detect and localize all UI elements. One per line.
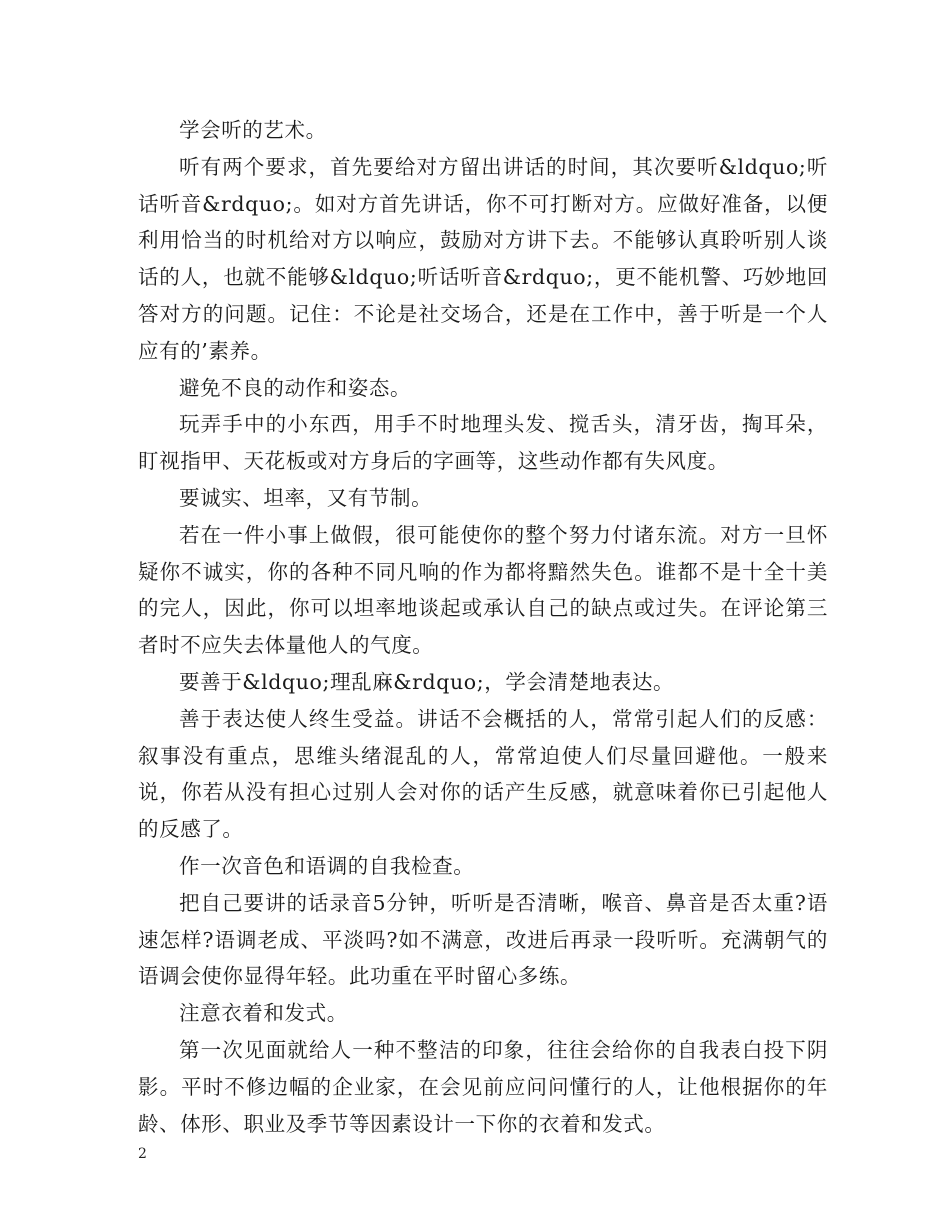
- paragraph-honesty-body: 若在一件小事上做假，很可能使你的整个努力付诸东流。对方一旦怀疑你不诚实，你的各种不同凡响的作为都将黯然失色。谁都不是十全十美的完人，因此，你可以坦率地谈起或承认自己的缺点或过失。在评论第三者时不应失去体量他人的气度。: [138, 522, 828, 658]
- paragraph-posture-body: 玩弄手中的小东西，用手不时地理头发、搅舌头，清牙齿，掏耳朵，盯视指甲、天花板或对方身后的字画等，这些动作都有失风度。: [138, 412, 828, 474]
- paragraph-attire-body: 第一次见面就给人一种不整洁的印象，往往会给你的自我表白投下阴影。平时不修边幅的企业家，在会见前应问问懂行的人，让他根据你的年龄、体形、职业及季节等因素设计一下你的衣着和发式。: [138, 1037, 828, 1136]
- paragraph-heading-attire: 注意衣着和发式。: [179, 1001, 348, 1026]
- paragraph-heading-honesty: 要诚实、坦率，又有节制。: [179, 485, 433, 510]
- paragraph-heading-voice: 作一次音色和语调的自我检查。: [179, 853, 475, 878]
- paragraph-heading-posture: 避免不良的动作和姿态。: [179, 375, 412, 400]
- paragraph-heading-listening: 学会听的艺术。: [179, 118, 327, 142]
- paragraph-expression-body: 善于表达使人终生受益。讲话不会概括的人，常常引起人们的反感：叙事没有重点，思维头绪混乱的人，常常迫使人们尽量回避他。一般来说，你若从没有担心过别人会对你的话产生反感，就意味着你已引起他人的反感了。: [138, 706, 828, 842]
- page-number: 2: [138, 1146, 147, 1162]
- paragraph-heading-expression: 要善于&ldquo;理乱麻&rdquo;，学会清楚地表达。: [179, 669, 675, 694]
- paragraph-voice-body: 把自己要讲的话录音5分钟，听听是否清晰，喉音、鼻音是否太重?语速怎样?语调老成、平淡吗?如不满意，改进后再录一段听听。充满朝气的语调会使你显得年轻。此功重在平时留心多练。: [138, 890, 828, 989]
- paragraph-listening-body: 听有两个要求，首先要给对方留出讲话的时间，其次要听&ldquo;听话听音&rdquo;。如对方首先讲话，你不可打断对方。应做好准备，以便利用恰当的时机给对方以响应，鼓励对方讲下去。不能够认真聆听别人谈话的人，也就不能够&ldquo;听话听音&rdquo;，更不能机警、巧妙地回答对方的问题。记住：不论是社交场合，还是在工作中，善于听是一个人应有的’素养。: [138, 154, 828, 363]
- document-body: [138, 112, 828, 1142]
